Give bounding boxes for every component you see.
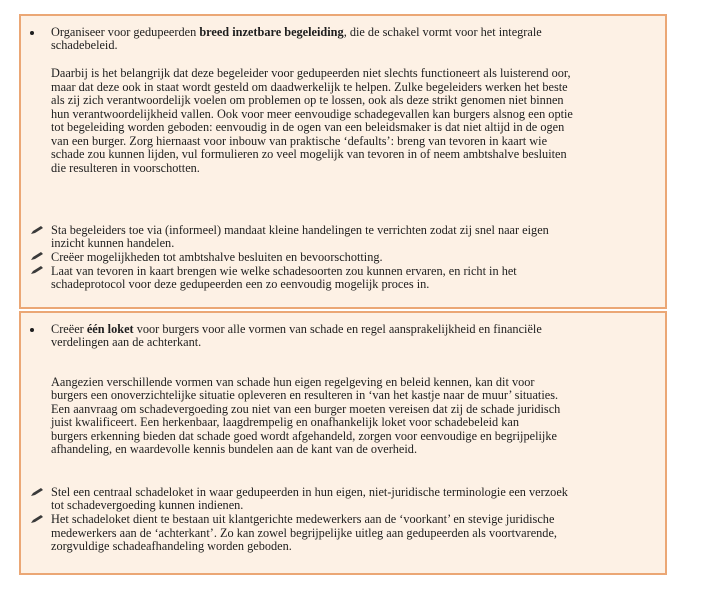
heading-emphasis: één loket (86, 322, 134, 336)
paragraph-line: als zij zich verantwoordelijk voelen om problemen op te lossen, ook als deze strikt genomen niet binnen (51, 93, 564, 107)
paragraph-line: burgers erkenning bieden dat schade goed wordt afgehandeld, zorgen voor eenvoudige en begrijpelijke (51, 429, 557, 443)
pencil-icon (30, 225, 44, 235)
paragraph-line: Aangezien verschillende vormen van schade hun eigen regelgeving en beleid kennen, kan dit voor (51, 375, 535, 389)
recommendation-heading-2-cont: verdelingen aan de achterkant. (51, 335, 202, 349)
pencil-icon (30, 251, 44, 261)
paragraph-line: juist kwalificeert. Een herkenbaar, laagdrempelig en onafhankelijk loket voor schadebeleid kan (51, 415, 519, 429)
heading-text: voor burgers voor alle vormen van schade en regel aansprakelijkheid en financiële (133, 322, 542, 336)
heading-text: , die de schakel vormt voor het integrale (343, 25, 542, 39)
paragraph-line: burgers een onoverzichtelijke situatie opleveren en resulteren in ‘van het kastje naar de muur’ situaties. (51, 388, 559, 402)
paragraph-line: maar dat deze ook in staat wordt gesteld om daadwerkelijk te helpen. Zulke begeleiders werken het beste (51, 80, 568, 94)
paragraph-line: Een aanvraag om schadevergoeding zou niet van een burger moeten vereisen dat zij de schade juridisch (51, 402, 561, 416)
bullet-dot (30, 31, 34, 35)
paragraph-line: Daarbij is het belangrijk dat deze begeleider voor gedupeerden niet slechts functioneert als luisterend oor, (51, 66, 571, 80)
paragraph-line: die resulteren in voorschotten. (51, 161, 200, 175)
action-line: tot schadevergoeding kunnen indienen. (51, 498, 244, 512)
pencil-icon (30, 487, 44, 497)
heading-text: Organiseer voor gedupeerden (51, 25, 200, 39)
action-line: medewerkers aan de ‘achterkant’. Zo kan zowel begrijpelijke uitleg aan gedupeerden als voortvarende, (51, 526, 557, 540)
action-line: Het schadeloket dient te bestaan uit klantgerichte medewerkers aan de ‘voorkant’ en stevige juridische (51, 512, 555, 526)
action-line: schadeprotocol voor deze gedupeerden een zo eenvoudig mogelijk proces in. (51, 277, 430, 291)
heading-emphasis: breed inzetbare begeleiding (199, 25, 344, 39)
recommendation-heading-1-cont: schadebeleid. (51, 38, 118, 52)
paragraph-line: hun verantwoordelijkheid vallen. Ook voor meer eenvoudige schadegevallen kan burgers alsnog een optie (51, 107, 573, 121)
action-line: Sta begeleiders toe via (informeel) mandaat kleine handelingen te verrichten zodat zij snel naar eigen (51, 223, 549, 237)
pencil-icon (30, 265, 44, 275)
action-line: Laat van tevoren in kaart brengen wie welke schadesoorten zou kunnen ervaren, en richt in het (51, 264, 517, 278)
paragraph-line: afhandeling, en waardevolle kennis bundelen aan de kant van de overheid. (51, 442, 418, 456)
pencil-icon (30, 514, 44, 524)
recommendation-heading-1 (51, 26, 542, 39)
action-line: Creëer mogelijkheden tot ambtshalve besluiten en bevoorschotting. (51, 250, 383, 264)
paragraph-line: tot begeleiding worden geboden: eenvoudig in de ogen van een beleidsmaker is dat niet altijd in de ogen (51, 120, 565, 134)
heading-text: Creëer (51, 322, 87, 336)
paragraph-line: schade zou kunnen lijden, vul formulieren zo veel mogelijk van tevoren in of neem ambtshalve besluiten (51, 147, 567, 161)
action-line: inzicht kunnen handelen. (51, 236, 175, 250)
action-line: Stel een centraal schadeloket in waar gedupeerden in hun eigen, niet-juridische terminologie een verzoek (51, 485, 568, 499)
paragraph-line: van een burger. Zorg hiernaast voor inbouw van praktische ‘defaults’: breng van tevoren in kaart wie (51, 134, 548, 148)
action-line: zorgvuldige schadeafhandeling worden geboden. (51, 539, 292, 553)
bullet-dot (30, 328, 34, 332)
